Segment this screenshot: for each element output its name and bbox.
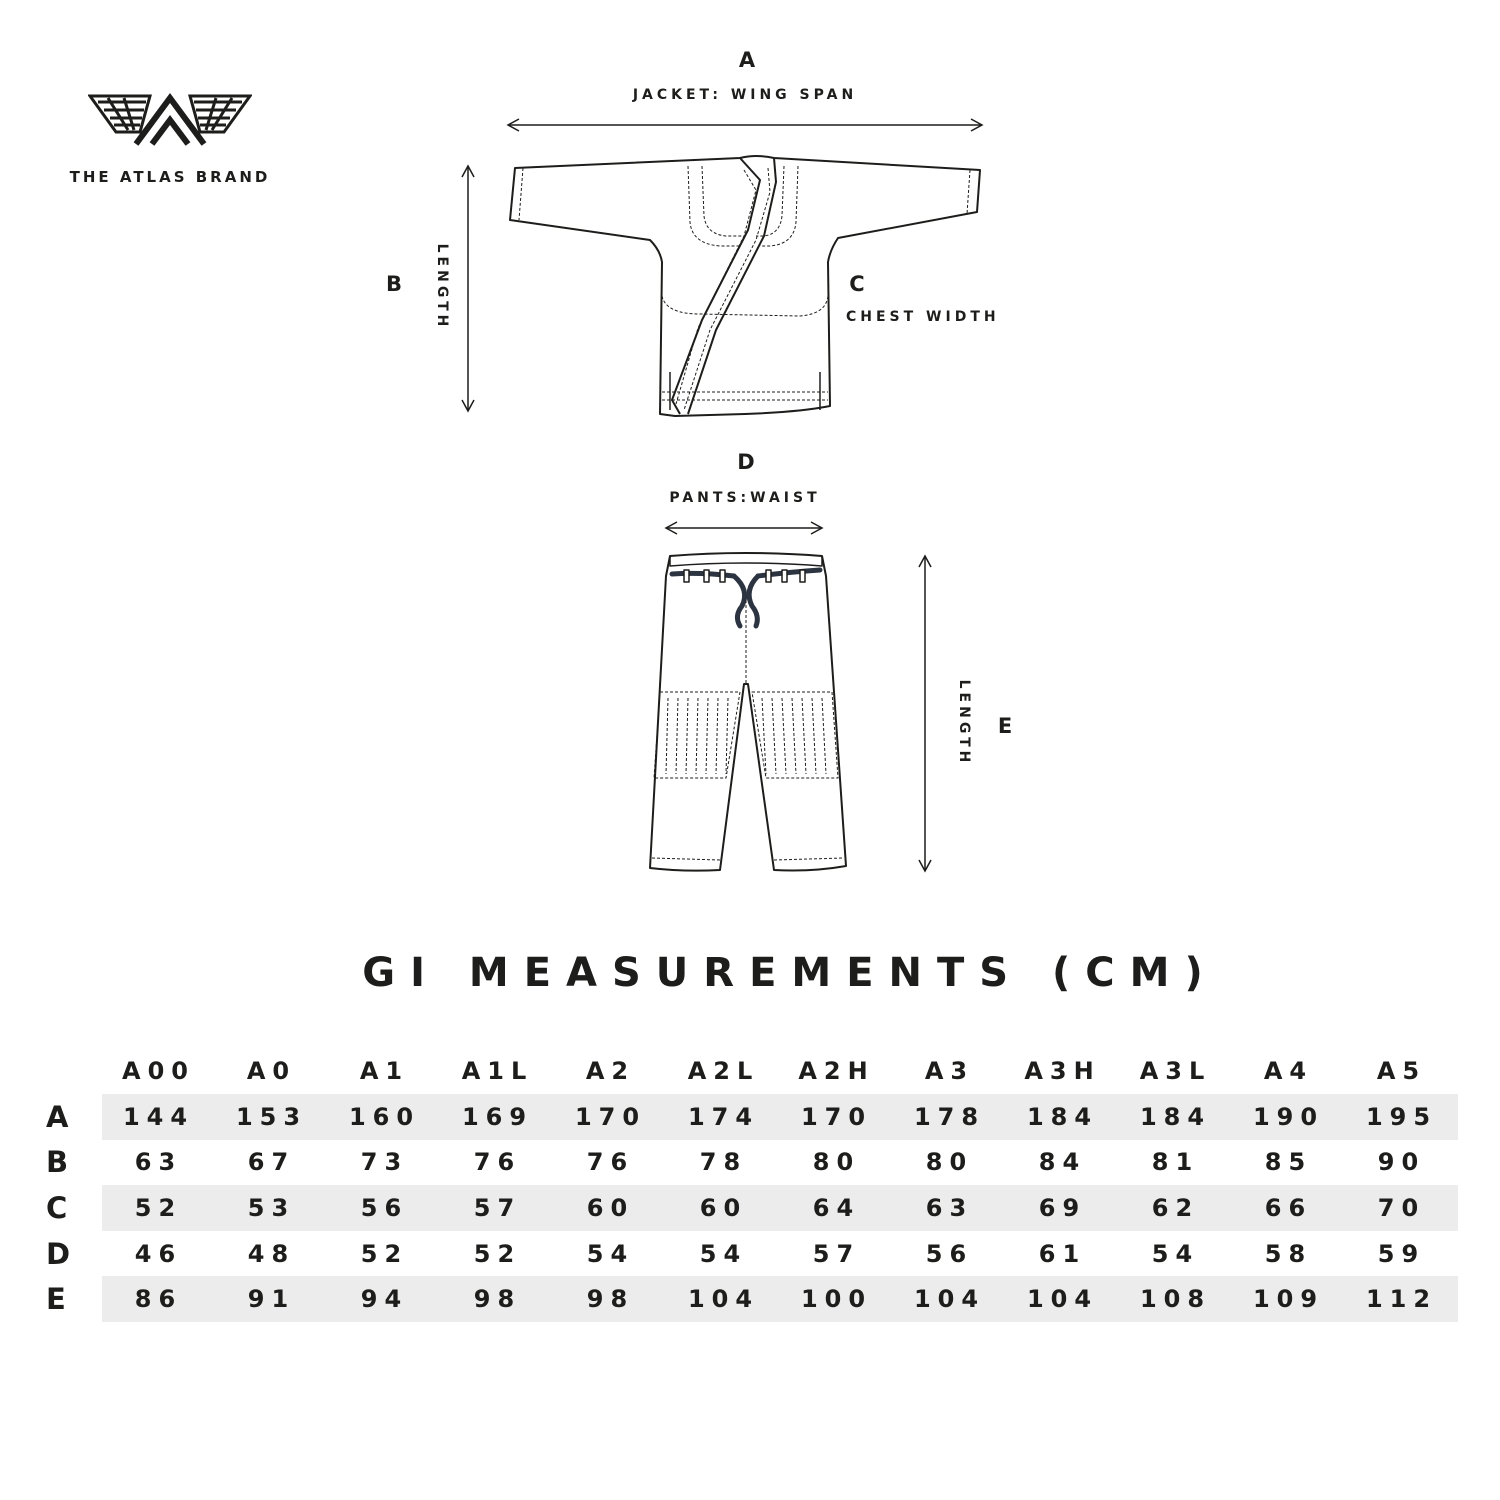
pants-length-caption: LENGTH xyxy=(956,679,972,767)
table-cell: 91 xyxy=(215,1276,328,1322)
table-cell: 54 xyxy=(586,1239,635,1268)
column-header: A1 xyxy=(359,1057,410,1085)
row-header: C xyxy=(46,1190,68,1225)
table-cell: 54 xyxy=(1151,1239,1200,1268)
table-cell: 61 xyxy=(1038,1239,1087,1268)
column-header: A2L xyxy=(687,1057,760,1085)
table-cell: 98 xyxy=(554,1276,667,1322)
table-cell: 60 xyxy=(667,1185,780,1231)
table-cell: 70 xyxy=(1345,1185,1458,1231)
table-cell: 56 xyxy=(925,1239,974,1268)
column-header: A0 xyxy=(246,1057,297,1085)
dim-label-b: B xyxy=(385,272,402,296)
table-cell: 98 xyxy=(441,1276,554,1322)
column-header: A3H xyxy=(1024,1057,1101,1085)
table-cell: 80 xyxy=(925,1148,974,1177)
table-cell: 94 xyxy=(328,1276,441,1322)
table-header-row xyxy=(40,1048,1458,1094)
table-cell: 104 xyxy=(1006,1276,1119,1322)
table-cell: 63 xyxy=(134,1148,183,1177)
table-cell: 59 xyxy=(1377,1239,1426,1268)
row-header: E xyxy=(46,1282,66,1317)
jacket-length-caption: LENGTH xyxy=(434,243,450,331)
table-body xyxy=(40,1094,1458,1322)
table-cell: 52 xyxy=(360,1239,409,1268)
column-header: A00 xyxy=(122,1057,195,1085)
column-header: A4 xyxy=(1263,1057,1314,1085)
table-cell: 108 xyxy=(1119,1276,1232,1322)
table-cell: 64 xyxy=(780,1185,893,1231)
table-cell: 54 xyxy=(699,1239,748,1268)
table-cell: 104 xyxy=(893,1276,1006,1322)
table-row xyxy=(40,1231,1458,1277)
table-cell: 56 xyxy=(328,1185,441,1231)
column-header: A3L xyxy=(1139,1057,1212,1085)
table-cell: 67 xyxy=(247,1148,296,1177)
table-cell: 85 xyxy=(1264,1148,1313,1177)
table-cell: 63 xyxy=(893,1185,1006,1231)
table-cell: 84 xyxy=(1038,1148,1087,1177)
table-cell: 178 xyxy=(893,1094,1006,1140)
table-cell: 73 xyxy=(360,1148,409,1177)
table-cell: 80 xyxy=(812,1148,861,1177)
table-cell: 104 xyxy=(667,1276,780,1322)
table-cell: 112 xyxy=(1345,1276,1458,1322)
chest-width-caption: CHEST WIDTH xyxy=(846,309,1000,325)
table-cell: 144 xyxy=(102,1094,215,1140)
table-cell: 184 xyxy=(1006,1094,1119,1140)
table-cell: 109 xyxy=(1232,1276,1345,1322)
table-cell: 66 xyxy=(1232,1185,1345,1231)
column-header: A2H xyxy=(798,1057,875,1085)
column-header: A3 xyxy=(924,1057,975,1085)
table-cell: 170 xyxy=(780,1094,893,1140)
row-header: D xyxy=(46,1236,71,1271)
table-title: GI MEASUREMENTS (CM) xyxy=(362,950,1218,996)
table-cell: 58 xyxy=(1264,1239,1313,1268)
table-cell: 170 xyxy=(554,1094,667,1140)
table-row xyxy=(40,1140,1458,1186)
table-cell: 169 xyxy=(441,1094,554,1140)
measurements-table xyxy=(40,1048,1458,1322)
table-cell: 160 xyxy=(328,1094,441,1140)
brand-name: THE ATLAS BRAND xyxy=(69,168,271,186)
column-header: A1L xyxy=(461,1057,534,1085)
row-header: B xyxy=(46,1145,69,1180)
table-row xyxy=(40,1276,1458,1322)
table-cell: 86 xyxy=(102,1276,215,1322)
table-cell: 53 xyxy=(215,1185,328,1231)
table-cell: 174 xyxy=(667,1094,780,1140)
table-cell: 90 xyxy=(1377,1148,1426,1177)
table-corner xyxy=(40,1048,102,1094)
table-row xyxy=(40,1094,1458,1140)
table-cell: 60 xyxy=(554,1185,667,1231)
row-header: A xyxy=(46,1099,69,1134)
wingspan-caption: JACKET: WING SPAN xyxy=(632,87,858,103)
table-cell: 190 xyxy=(1232,1094,1345,1140)
table-cell: 195 xyxy=(1345,1094,1458,1140)
table-cell: 76 xyxy=(586,1148,635,1177)
table-cell: 46 xyxy=(134,1239,183,1268)
table-cell: 184 xyxy=(1119,1094,1232,1140)
table-cell: 81 xyxy=(1151,1148,1200,1177)
table-cell: 69 xyxy=(1006,1185,1119,1231)
jacket-drawing xyxy=(510,156,980,416)
pants-drawing xyxy=(650,553,846,871)
waist-caption: PANTS:WAIST xyxy=(669,490,821,506)
table-cell: 62 xyxy=(1119,1185,1232,1231)
table-cell: 57 xyxy=(812,1239,861,1268)
table-cell: 52 xyxy=(473,1239,522,1268)
dim-label-e: E xyxy=(997,714,1013,738)
table-cell: 78 xyxy=(699,1148,748,1177)
table-cell: 52 xyxy=(102,1185,215,1231)
table-cell: 76 xyxy=(473,1148,522,1177)
dim-label-d: D xyxy=(737,450,755,474)
column-header: A5 xyxy=(1376,1057,1427,1085)
dim-label-c: C xyxy=(849,272,865,296)
table-cell: 153 xyxy=(215,1094,328,1140)
column-header: A2 xyxy=(585,1057,636,1085)
table-cell: 100 xyxy=(780,1276,893,1322)
table-cell: 48 xyxy=(247,1239,296,1268)
table-row xyxy=(40,1185,1458,1231)
table-cell: 57 xyxy=(441,1185,554,1231)
dim-label-a: A xyxy=(738,48,756,72)
